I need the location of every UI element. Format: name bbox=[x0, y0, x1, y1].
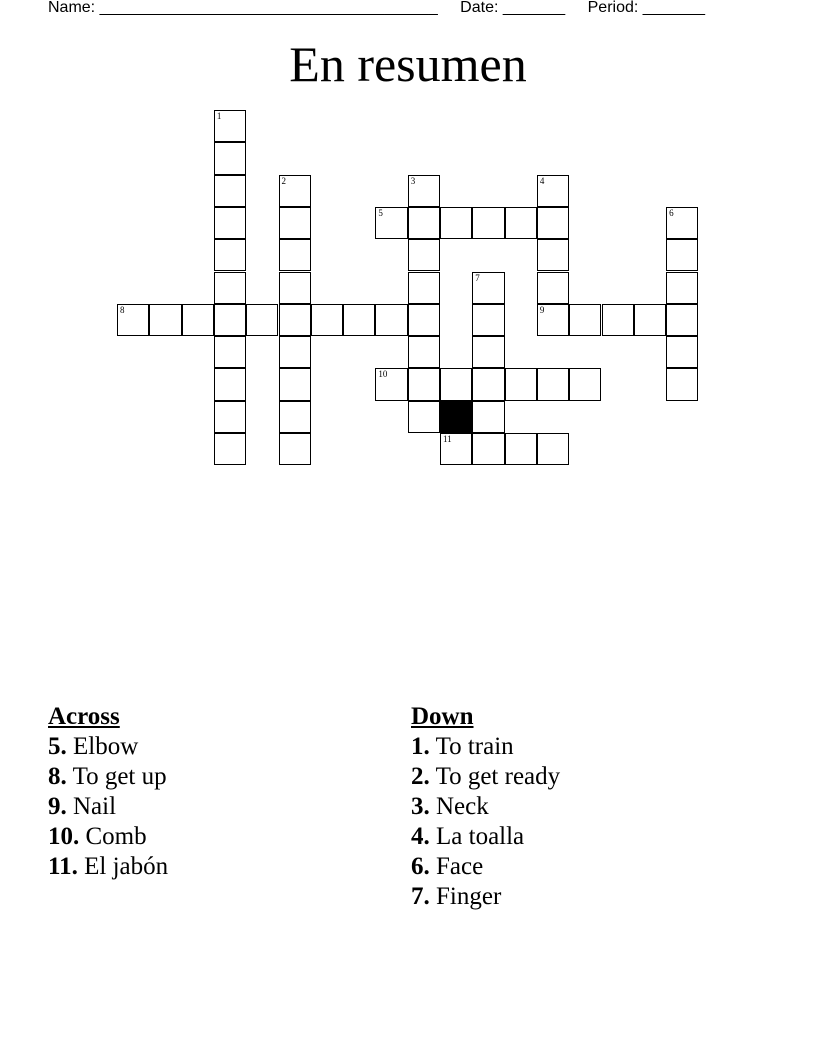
grid-cell[interactable] bbox=[666, 239, 698, 271]
page-title: En resumen bbox=[289, 36, 527, 92]
clue-number: 5. bbox=[48, 733, 67, 760]
clue-number: 6 bbox=[669, 207, 674, 218]
down-clue bbox=[411, 822, 560, 852]
down-clue bbox=[411, 882, 560, 912]
grid-cell[interactable] bbox=[117, 304, 149, 336]
clue-number: 9. bbox=[48, 793, 67, 820]
clue-text: To train bbox=[435, 733, 514, 760]
grid-cell[interactable] bbox=[214, 401, 246, 433]
down-clue bbox=[411, 792, 560, 822]
clue-number: 5 bbox=[378, 207, 383, 218]
across-clues bbox=[48, 702, 168, 882]
grid-cell[interactable] bbox=[440, 368, 472, 400]
date-label: Date: bbox=[460, 0, 499, 16]
grid-cell[interactable] bbox=[343, 304, 375, 336]
grid-cell[interactable] bbox=[279, 239, 311, 271]
clue-text: Face bbox=[436, 853, 484, 880]
grid-cell[interactable] bbox=[505, 207, 537, 239]
grid-cell[interactable] bbox=[408, 401, 440, 433]
grid-cell[interactable] bbox=[214, 433, 246, 465]
grid-cell[interactable] bbox=[537, 272, 569, 304]
grid-cell[interactable] bbox=[311, 304, 343, 336]
down-clue bbox=[411, 762, 560, 792]
grid-cell[interactable] bbox=[634, 304, 666, 336]
grid-cell[interactable] bbox=[214, 272, 246, 304]
clue-number: 2 bbox=[281, 175, 286, 186]
grid-cell[interactable] bbox=[279, 368, 311, 400]
grid-cell[interactable] bbox=[408, 272, 440, 304]
across-clue bbox=[48, 852, 168, 882]
grid-cell[interactable] bbox=[408, 239, 440, 271]
grid-cell[interactable] bbox=[472, 336, 504, 368]
clue-number: 11 bbox=[443, 434, 452, 444]
grid-cell[interactable] bbox=[214, 142, 246, 174]
grid-cell[interactable] bbox=[472, 207, 504, 239]
grid-cell[interactable] bbox=[279, 272, 311, 304]
grid-cell[interactable] bbox=[537, 239, 569, 271]
grid-cell[interactable] bbox=[666, 368, 698, 400]
grid-cell[interactable] bbox=[279, 401, 311, 433]
grid-cell[interactable] bbox=[279, 336, 311, 368]
grid-cell[interactable] bbox=[472, 368, 504, 400]
down-clue-list bbox=[411, 732, 560, 912]
grid-cell[interactable] bbox=[214, 175, 246, 207]
grid-cell[interactable] bbox=[182, 304, 214, 336]
grid-cell[interactable] bbox=[472, 272, 504, 304]
grid-cell[interactable] bbox=[440, 433, 472, 465]
clue-number: 8. bbox=[48, 763, 67, 790]
grid-cell[interactable] bbox=[569, 368, 601, 400]
clue-number: 4. bbox=[411, 823, 430, 850]
clue-number: 7. bbox=[411, 883, 430, 910]
grid-cell[interactable] bbox=[279, 433, 311, 465]
clue-text: El jabón bbox=[84, 853, 169, 880]
grid-cell[interactable] bbox=[375, 207, 407, 239]
grid-cell[interactable] bbox=[537, 433, 569, 465]
clue-number: 10 bbox=[378, 369, 388, 380]
clue-number: 1. bbox=[411, 733, 430, 760]
grid-cell[interactable] bbox=[537, 175, 569, 207]
grid-cell[interactable] bbox=[666, 207, 698, 239]
grid-cell[interactable] bbox=[408, 336, 440, 368]
clue-number: 1 bbox=[216, 111, 222, 121]
across-clue bbox=[48, 762, 168, 792]
across-clue bbox=[48, 732, 168, 762]
grid-cell[interactable] bbox=[472, 433, 504, 465]
clue-number: 6. bbox=[411, 853, 430, 880]
down-clues bbox=[411, 702, 560, 912]
grid-cell[interactable] bbox=[149, 304, 181, 336]
period-label: Period: bbox=[587, 0, 639, 16]
clue-number: 8 bbox=[120, 304, 125, 315]
grid-cell[interactable] bbox=[472, 401, 504, 433]
grid-cell[interactable] bbox=[472, 304, 504, 336]
down-clue bbox=[411, 732, 560, 762]
date-blank: _______ bbox=[502, 0, 566, 16]
grid-cell[interactable] bbox=[666, 336, 698, 368]
clue-text: Neck bbox=[436, 793, 489, 820]
grid-cell[interactable] bbox=[537, 304, 569, 336]
grid-cell[interactable] bbox=[214, 304, 246, 336]
grid-cell[interactable] bbox=[537, 207, 569, 239]
across-clue-list bbox=[48, 732, 168, 882]
clue-number: 11. bbox=[48, 853, 78, 880]
name-label: Name: bbox=[48, 0, 96, 16]
grid-cell[interactable] bbox=[408, 304, 440, 336]
grid-cell[interactable] bbox=[537, 368, 569, 400]
grid-cell[interactable] bbox=[214, 368, 246, 400]
clue-text: Finger bbox=[436, 883, 502, 910]
down-clue bbox=[411, 852, 560, 882]
clue-number: 7 bbox=[475, 272, 480, 283]
clue-number: 3 bbox=[410, 175, 416, 186]
clue-text: To get up bbox=[72, 763, 167, 790]
grid-cell[interactable] bbox=[375, 368, 407, 400]
grid-cell[interactable] bbox=[666, 272, 698, 304]
grid-cell[interactable] bbox=[375, 304, 407, 336]
name-blank: ______________________________________ bbox=[99, 0, 438, 16]
grid-cell[interactable] bbox=[666, 304, 698, 336]
grid-cell[interactable] bbox=[440, 207, 472, 239]
crossword-grid bbox=[0, 0, 816, 500]
grid-cell[interactable] bbox=[505, 433, 537, 465]
across-clue bbox=[48, 822, 168, 852]
across-clue bbox=[48, 792, 168, 822]
grid-cell[interactable] bbox=[408, 368, 440, 400]
clue-text: To get ready bbox=[435, 763, 561, 790]
clue-number: 2. bbox=[411, 763, 430, 790]
grid-cell[interactable] bbox=[408, 207, 440, 239]
grid-cell[interactable] bbox=[569, 304, 601, 336]
period-blank: _______ bbox=[642, 0, 706, 16]
down-heading: Down bbox=[411, 703, 474, 730]
clue-number: 4 bbox=[539, 175, 545, 186]
grid-cell[interactable] bbox=[408, 175, 440, 207]
grid-cell[interactable] bbox=[246, 304, 278, 336]
clue-text: Elbow bbox=[73, 733, 139, 760]
grid-cell[interactable] bbox=[279, 304, 311, 336]
across-heading: Across bbox=[48, 703, 120, 730]
grid-cell[interactable] bbox=[505, 368, 537, 400]
clue-text: La toalla bbox=[436, 823, 525, 850]
grid-cell[interactable] bbox=[602, 304, 634, 336]
clue-number: 10. bbox=[48, 823, 80, 850]
grid-cell[interactable] bbox=[214, 207, 246, 239]
grid-cell[interactable] bbox=[214, 110, 246, 142]
clue-number: 9 bbox=[539, 304, 545, 315]
grid-cell[interactable] bbox=[214, 336, 246, 368]
clue-number: 3. bbox=[411, 793, 430, 820]
clue-text: Nail bbox=[73, 793, 117, 820]
grid-cell[interactable] bbox=[214, 239, 246, 271]
grid-cell[interactable] bbox=[279, 207, 311, 239]
clue-text: Comb bbox=[85, 823, 147, 850]
grid-cell[interactable] bbox=[279, 175, 311, 207]
blocked-cell bbox=[440, 401, 472, 433]
